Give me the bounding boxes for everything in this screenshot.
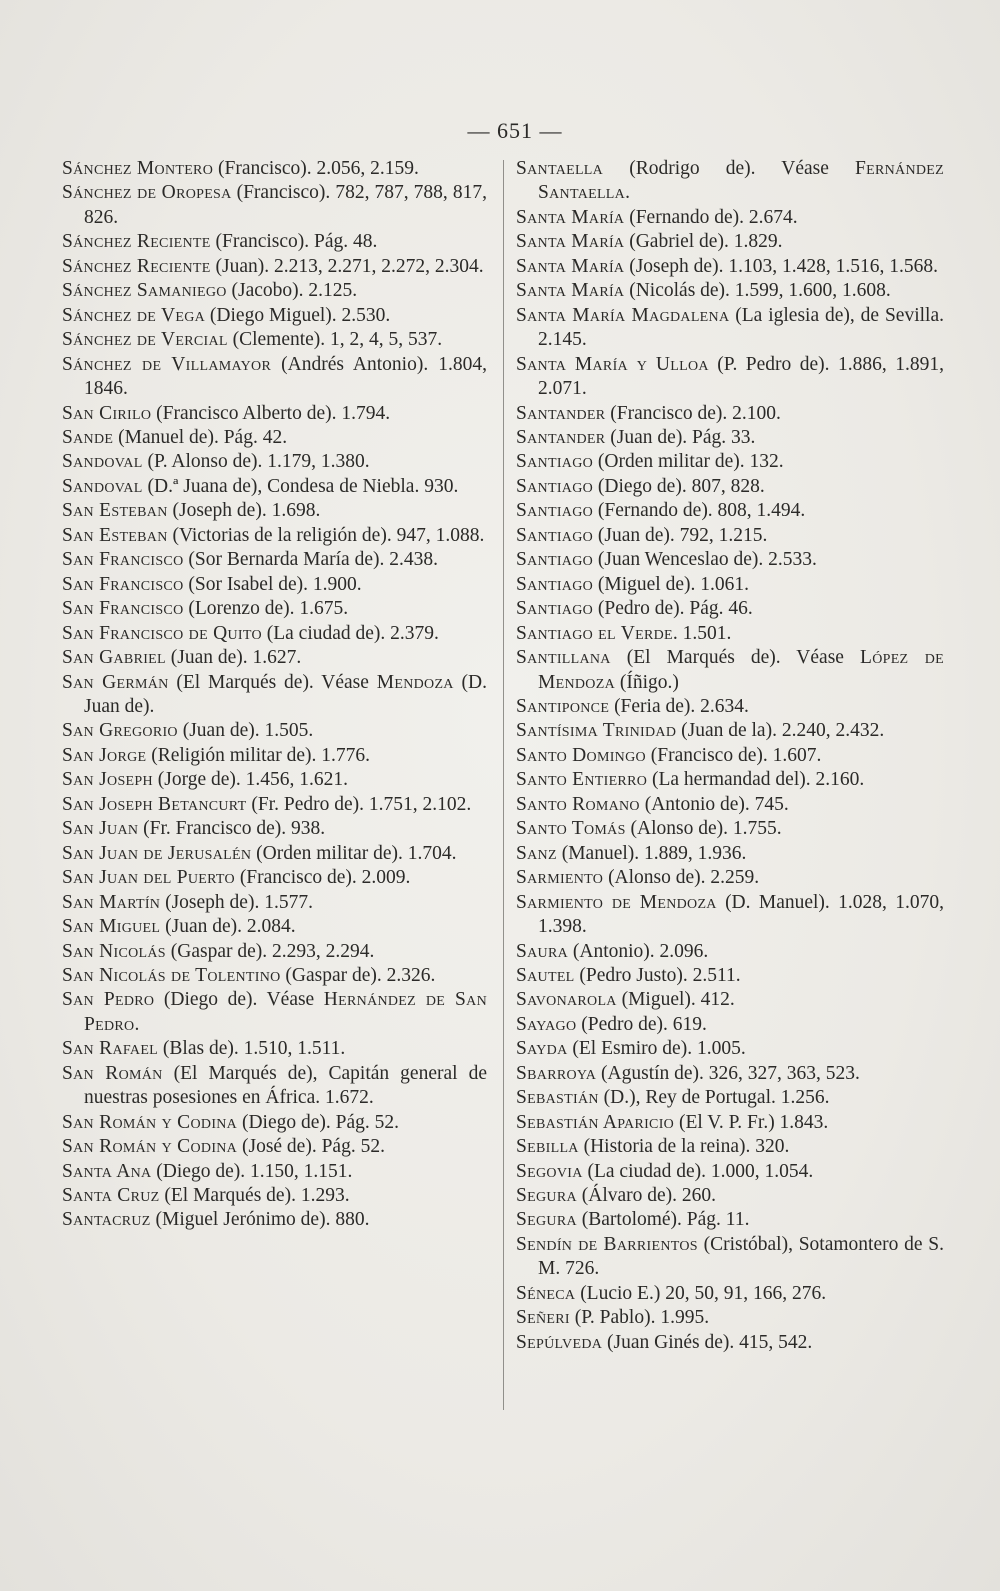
entry-text: (El Marqués de). Véase [168, 671, 377, 693]
entry-heading: San Esteban [62, 500, 168, 522]
entry-heading: San Román y Codina [62, 1111, 238, 1133]
entry-heading: Santiago [516, 549, 594, 571]
entry-text: (Fernando de). 2.674. [624, 206, 798, 228]
entry-heading: Savonarola [516, 989, 617, 1011]
entry-heading: San Nicolás de Tolentino [62, 964, 281, 986]
index-entry [516, 279, 944, 303]
index-entry [516, 842, 944, 866]
entry-heading: Santaella [516, 158, 604, 179]
entry-heading: Segura [516, 1185, 577, 1207]
entry-text: (La hermandad del). 2.160. [647, 769, 865, 791]
entry-text: (Bartolomé). Pág. 11. [576, 1209, 750, 1231]
entry-text: (Sor Bernarda María de). 2.438. [183, 549, 438, 571]
entry-text: (Juan de). Pág. 33. [605, 426, 756, 448]
entry-text: (Joseph de). 1.103, 1.428, 1.516, 1.568. [624, 255, 938, 277]
index-entry [62, 988, 487, 1037]
entry-text: (Lorenzo de). 1.675. [183, 598, 349, 620]
entry-text: (Joseph de). 1.577. [160, 891, 313, 913]
entry-heading: Santo Entierro [516, 769, 648, 791]
index-entry [516, 817, 944, 841]
index-entry [516, 1208, 944, 1232]
entry-heading: Sánchez de Vercial [62, 329, 228, 351]
entry-text: (Manuel). 1.889, 1.936. [556, 842, 747, 864]
entry-heading: Sánchez de Vega [62, 304, 206, 326]
entry-text: (Alonso de). 2.259. [603, 867, 760, 889]
entry-heading: Santiago el Verde [516, 622, 673, 644]
entry-heading: Santo Domingo [516, 744, 646, 766]
entry-text: . [625, 182, 630, 204]
index-column-right [516, 157, 944, 1355]
index-entry [516, 230, 944, 254]
entry-heading: Segovia [516, 1160, 583, 1182]
entry-text: (Álvaro de). 260. [576, 1185, 717, 1207]
entry-text: (Diego Miguel). 2.530. [205, 304, 391, 326]
entry-text: (Fr. Pedro de). 1.751, 2.102. [246, 793, 472, 815]
index-entry [62, 940, 487, 964]
index-entry [516, 402, 944, 426]
entry-heading: Santa María [516, 280, 625, 302]
entry-heading: Santiago [516, 451, 594, 473]
entry-text: (El Marqués de), Capitán general de nuestras posesiones en África. 1.672. [84, 1062, 487, 1109]
index-entry [62, 1208, 487, 1232]
index-entry [516, 768, 944, 792]
entry-cross-reference: Hernández de San Pedro [84, 989, 487, 1035]
entry-heading: San Germán [62, 671, 169, 693]
index-entry [516, 1160, 944, 1184]
entry-text: (La iglesia de), de Sevilla. 2.145. [538, 304, 944, 351]
entry-text: (Jacobo). 2.125. [226, 280, 358, 302]
entry-heading: Santiponce [516, 695, 610, 717]
index-entry [516, 524, 944, 548]
entry-text: (Francisco). Pág. 48. [210, 231, 378, 253]
index-entry [516, 622, 944, 646]
entry-heading: San Joseph [62, 769, 153, 791]
entry-heading: Sánchez Montero [62, 158, 214, 179]
entry-heading: San Esteban [62, 524, 168, 546]
index-entry [516, 964, 944, 988]
entry-heading: Sebastián [516, 1087, 599, 1109]
entry-text: (P. Alonso de). 1.179, 1.380. [142, 451, 370, 473]
entry-text: (Fr. Francisco de). 938. [138, 818, 326, 840]
entry-heading: Santa María Magdalena [516, 304, 730, 326]
entry-heading: Sebastián Aparicio [516, 1111, 675, 1133]
entry-text: (Alonso de). 1.755. [625, 818, 782, 840]
entry-heading: Sautel [516, 964, 575, 986]
entry-text: (Antonio de). 745. [639, 793, 789, 815]
index-entry [516, 597, 944, 621]
entry-heading: San Francisco [62, 598, 184, 620]
index-entry [62, 1135, 487, 1159]
entry-text: (Diego de). Pág. 52. [237, 1111, 400, 1133]
entry-text: (Juan de). 792, 1.215. [593, 524, 768, 546]
entry-cross-reference: López de Mendoza [538, 647, 944, 693]
index-entry [516, 548, 944, 572]
index-column-left [62, 157, 487, 1233]
entry-text: (Íñigo.) [614, 671, 679, 693]
entry-heading: Sepúlveda [516, 1331, 603, 1353]
entry-text: (Sor Isabel de). 1.900. [183, 573, 362, 595]
entry-heading: San Francisco de Quito [62, 622, 262, 644]
index-entry [516, 450, 944, 474]
index-entry [62, 402, 487, 426]
entry-heading: Sánchez de Villamayor [62, 353, 272, 375]
entry-heading: Sayago [516, 1013, 577, 1035]
index-entry [516, 573, 944, 597]
entry-text: (Juan de la). 2.240, 2.432. [676, 720, 885, 742]
entry-text: (El Esmiro de). 1.005. [567, 1038, 746, 1060]
entry-text: (Pedro de). Pág. 46. [593, 598, 753, 620]
entry-text: (P. Pedro de). 1.886, 1.891, 2.071. [538, 353, 944, 400]
entry-heading: Sánchez Reciente [62, 231, 211, 253]
entry-heading: Señeri [516, 1307, 570, 1329]
index-entry [62, 817, 487, 841]
entry-heading: San Gabriel [62, 647, 166, 669]
entry-heading: Sande [62, 426, 114, 448]
index-entry [62, 475, 487, 499]
entry-heading: Sayda [516, 1038, 568, 1060]
entry-text: (La ciudad de). 1.000, 1.054. [582, 1160, 814, 1182]
index-entry [62, 548, 487, 572]
entry-text: . [134, 1013, 140, 1035]
index-entry [62, 719, 487, 743]
entry-text: (Jorge de). 1.456, 1.621. [152, 769, 349, 791]
index-entry [62, 181, 487, 230]
entry-heading: San Francisco [62, 573, 184, 595]
entry-text: (Religión militar de). 1.776. [146, 744, 371, 766]
entry-text: (D. Juan de). [84, 671, 487, 717]
index-entry [516, 1037, 944, 1061]
index-entry [62, 964, 487, 988]
index-entry [516, 744, 944, 768]
entry-text: (Gaspar de). 2.293, 2.294. [165, 940, 375, 962]
entry-text: (Antonio). 2.096. [568, 940, 709, 962]
index-entry [62, 671, 487, 720]
page-number: — 651 — [467, 118, 563, 143]
index-entry [516, 255, 944, 279]
entry-heading: San Román y Codina [62, 1136, 238, 1158]
index-entry [62, 524, 487, 548]
index-entry [516, 940, 944, 964]
entry-heading: Santa María [516, 255, 625, 277]
entry-heading: San Rafael [62, 1038, 159, 1060]
index-entry [516, 206, 944, 230]
index-entry [516, 988, 944, 1012]
entry-heading: Sandoval [62, 451, 143, 473]
index-entry [516, 304, 944, 353]
entry-heading: Santiago [516, 524, 594, 546]
index-entry [516, 866, 944, 890]
entry-text: (Feria de). 2.634. [609, 695, 749, 717]
entry-heading: San Juan [62, 818, 139, 840]
index-entry [516, 475, 944, 499]
index-entry [516, 1282, 944, 1306]
entry-text: (Miguel de). 1.061. [593, 573, 749, 595]
entry-text: (Victorias de la religión de). 947, 1.088. [167, 524, 485, 546]
entry-text: (Juan de). 1.627. [165, 647, 302, 669]
entry-heading: Santa María y Ulloa [516, 353, 709, 375]
entry-heading: Santa María [516, 206, 625, 228]
index-entry [62, 597, 487, 621]
index-entry [516, 499, 944, 523]
index-entry [62, 499, 487, 523]
index-entry [516, 426, 944, 450]
index-entry [62, 768, 487, 792]
entry-heading: Santa María [516, 231, 625, 253]
entry-text: . 1.501. [672, 622, 732, 644]
entry-text: (D.), Rey de Portugal. 1.256. [598, 1087, 830, 1109]
entry-text: (Pedro Justo). 2.511. [574, 964, 741, 986]
entry-text: (El Marqués de). 1.293. [159, 1185, 350, 1207]
entry-heading: San Gregorio [62, 720, 178, 742]
entry-heading: Sánchez Reciente [62, 255, 211, 277]
entry-heading: Sandoval [62, 475, 143, 497]
index-entry [62, 793, 487, 817]
index-entry [62, 866, 487, 890]
entry-text: (Fernando de). 808, 1.494. [593, 500, 806, 522]
entry-heading: Santiago [516, 475, 594, 497]
entry-text: (Francisco). 2.056, 2.159. [213, 158, 419, 179]
entry-text: (Pedro de). 619. [576, 1013, 707, 1035]
index-entry [62, 328, 487, 352]
entry-text: (El V. P. Fr.) 1.843. [674, 1111, 829, 1133]
entry-text: (Diego de). Véase [154, 989, 324, 1011]
index-entry [516, 353, 944, 402]
entry-cross-reference: Mendoza [376, 671, 454, 693]
entry-text: (Juan de). 2.084. [160, 916, 296, 938]
entry-heading: San Francisco [62, 549, 184, 571]
index-entry [516, 1062, 944, 1086]
entry-heading: San Nicolás [62, 940, 166, 962]
index-entry [62, 1160, 487, 1184]
entry-text: (Clemente). 1, 2, 4, 5, 537. [227, 329, 443, 351]
entry-heading: Sánchez de Oropesa [62, 182, 232, 204]
entry-text: (El Marqués de). Véase [610, 647, 860, 669]
index-entry [516, 1331, 944, 1355]
index-entry [62, 646, 487, 670]
entry-heading: Santo Romano [516, 793, 640, 815]
index-entry [516, 1111, 944, 1135]
entry-heading: Santander [516, 426, 606, 448]
entry-heading: Santillana [516, 647, 611, 669]
entry-text: (Andrés Antonio). 1.804, 1846. [84, 353, 487, 400]
entry-text: (Lucio E.) 20, 50, 91, 166, 276. [575, 1282, 827, 1304]
index-entry [62, 1062, 487, 1111]
entry-heading: San Miguel [62, 916, 161, 938]
index-entry [62, 157, 487, 181]
index-entry [62, 1111, 487, 1135]
entry-text: (Manuel de). Pág. 42. [113, 426, 288, 448]
entry-heading: Santa Cruz [62, 1185, 160, 1207]
index-entry [62, 842, 487, 866]
entry-heading: Santiago [516, 573, 594, 595]
entry-text: (Rodrigo de). Véase [603, 158, 856, 179]
entry-text: (Agustín de). 326, 327, 363, 523. [596, 1062, 860, 1084]
index-entry [516, 719, 944, 743]
index-entry [516, 157, 944, 206]
entry-text: (Juan Wenceslao de). 2.533. [593, 549, 817, 571]
entry-text: (Juan Ginés de). 415, 542. [602, 1331, 813, 1353]
index-entry [62, 1184, 487, 1208]
index-entry [516, 1233, 944, 1282]
entry-heading: San Juan de Jerusalén [62, 842, 252, 864]
index-entry [62, 573, 487, 597]
entry-text: (Gabriel de). 1.829. [624, 231, 783, 253]
entry-text: (Historia de la reina). 320. [578, 1136, 790, 1158]
index-entry [516, 1135, 944, 1159]
entry-text: (Orden militar de). 132. [593, 451, 784, 473]
entry-heading: San Román [62, 1062, 163, 1084]
entry-heading: Sánchez Samaniego [62, 280, 227, 302]
index-entry [62, 353, 487, 402]
entry-heading: Sbarroya [516, 1062, 597, 1084]
index-entry [62, 279, 487, 303]
entry-text: (D. Manuel). 1.028, 1.070, 1.398. [538, 891, 944, 938]
entry-text: (Francisco de). 2.009. [234, 867, 411, 889]
entry-text: (Diego de). 1.150, 1.151. [151, 1160, 353, 1182]
index-entry [62, 891, 487, 915]
entry-heading: Santo Tomás [516, 818, 626, 840]
index-entry [62, 744, 487, 768]
index-entry [516, 1184, 944, 1208]
entry-text: (D.ª Juana de), Condesa de Niebla. 930. [142, 475, 459, 497]
entry-text: (Francisco Alberto de). 1.794. [151, 402, 391, 424]
index-entry [62, 230, 487, 254]
entry-heading: Santacruz [62, 1209, 151, 1231]
index-entry [516, 793, 944, 817]
entry-heading: Saura [516, 940, 569, 962]
index-entry [516, 1086, 944, 1110]
entry-heading: Santísima Trinidad [516, 720, 677, 742]
entry-heading: Sarmiento [516, 867, 604, 889]
entry-text: (Miguel). 412. [616, 989, 735, 1011]
entry-heading: San Pedro [62, 989, 155, 1011]
entry-heading: San Cirilo [62, 402, 152, 424]
index-entry [516, 1306, 944, 1330]
entry-heading: Séneca [516, 1282, 576, 1304]
entry-heading: San Martín [62, 891, 161, 913]
entry-text: (Miguel Jerónimo de). 880. [150, 1209, 370, 1231]
entry-heading: Segura [516, 1209, 577, 1231]
entry-text: (Francisco). 782, 787, 788, 817, 826. [84, 182, 487, 228]
entry-heading: San Jorge [62, 744, 147, 766]
entry-heading: Sendín de Barrientos [516, 1233, 698, 1255]
entry-text: (Orden militar de). 1.704. [251, 842, 457, 864]
entry-text: (Nicolás de). 1.599, 1.600, 1.608. [624, 280, 891, 302]
entry-text: (Juan de). 1.505. [177, 720, 314, 742]
entry-heading: Santiago [516, 500, 594, 522]
entry-heading: Sarmiento de Mendoza [516, 891, 717, 913]
index-entry [516, 891, 944, 940]
entry-heading: Sebilla [516, 1136, 579, 1158]
index-entry [62, 1037, 487, 1061]
index-entry [516, 646, 944, 695]
entry-cross-reference: Fernández Santaella [538, 158, 944, 204]
index-entry [62, 450, 487, 474]
column-divider [503, 160, 504, 1410]
index-entry [516, 695, 944, 719]
entry-heading: Sanz [516, 842, 557, 864]
entry-text: (Cristóbal), Sotamontero de S. M. 726. [538, 1233, 944, 1280]
index-entry [62, 622, 487, 646]
entry-text: (Joseph de). 1.698. [167, 500, 321, 522]
entry-text: (Blas de). 1.510, 1.511. [158, 1038, 346, 1060]
entry-heading: Santander [516, 402, 606, 424]
entry-text: (Gaspar de). 2.326. [280, 964, 436, 986]
entry-heading: San Juan del Puerto [62, 867, 235, 889]
index-entry [516, 1013, 944, 1037]
entry-text: (La ciudad de). 2.379. [261, 622, 439, 644]
entry-text: (José de). Pág. 52. [237, 1136, 385, 1158]
entry-text: (P. Pablo). 1.995. [569, 1307, 710, 1329]
index-entry [62, 255, 487, 279]
entry-text: (Juan). 2.213, 2.271, 2.272, 2.304. [210, 255, 484, 277]
index-entry [62, 915, 487, 939]
index-entry [62, 426, 487, 450]
entry-text: (Francisco de). 1.607. [645, 744, 822, 766]
index-entry [62, 304, 487, 328]
entry-text: (Diego de). 807, 828. [593, 475, 765, 497]
entry-heading: Santiago [516, 598, 594, 620]
entry-heading: San Joseph Betancurt [62, 793, 247, 815]
entry-text: (Francisco de). 2.100. [605, 402, 781, 424]
entry-heading: Santa Ana [62, 1160, 152, 1182]
